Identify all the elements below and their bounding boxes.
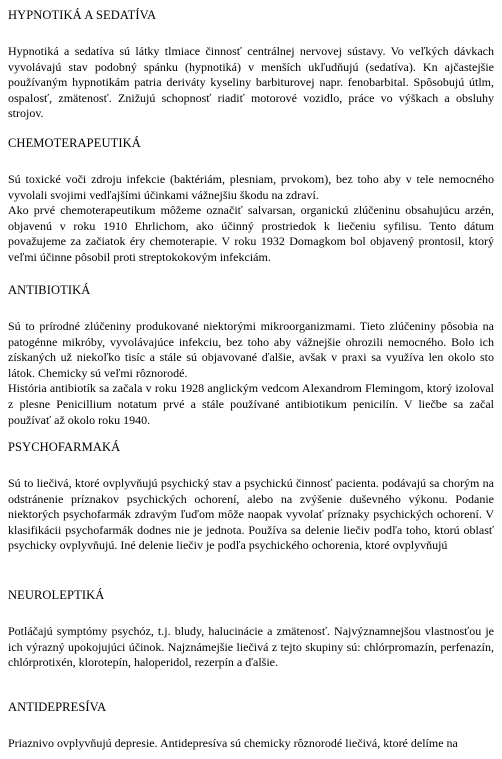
section-heading: ANTIBIOTIKÁ [8, 283, 91, 297]
section-heading: CHEMOTERAPEUTIKÁ [8, 136, 141, 150]
section-body [8, 624, 494, 671]
paragraph: Hypnotiká a sedatíva sú látky tlmiace činnosť centrálnej nervovej sústavy. Vo veľkých dávkach vyvolávajú stav podobný spánku (hypnotiká) v menších ukľudňujú (sedatíva). Kn ajčastejšie používaným hypnotikám patria deriváty kyseliny barbiturovej napr. fenobarbital. Spôsobujú útlm, ospalosť, zmätenosť. Znižujú schopnosť riadiť motorové vozidlo, práce vo výškach a obsluhy strojov. [8, 44, 494, 121]
section-hypnotika [8, 8, 494, 122]
section-heading: ANTIDEPRESÍVA [8, 700, 107, 714]
paragraph: História antibiotík sa začala v roku 1928 anglickým vedcom Alexandrom Flemingom, ktorý izoloval z plesne Penicillium notatum prvé a stále používané antibiotikum penicilín. V liečbe sa začal používať až okolo roku 1940. [8, 381, 494, 427]
section-antibiotika [8, 283, 494, 428]
section-heading: NEUROLEPTIKÁ [8, 588, 105, 602]
section-body [8, 172, 494, 266]
section-chemoterapeutika [8, 136, 494, 266]
paragraph: Priaznivo ovplyvňujú depresie. Antidepresíva sú chemicky rôznorodé liečivá, ktoré delíme na [8, 736, 458, 750]
paragraph: Sú to liečivá, ktoré ovplyvňujú psychický stav a psychickú činnosť pacienta. podávajú sa chorým na odstránenie príznakov psychických ochorení, alebo na zvýšenie duševného výkonu. Podanie niektorých psychofarmák zdravým ľuďom môže naopak vyvolať príznaky psychických ochorení. V klasifikácii psychofarmák dodnes nie je jednota. Používa sa delenie liečiv podľa toho, ktorú oblasť psychicky ovplyvňujú. Iné delenie liečiv je podľa psychického ochorenia, ktoré ovplyvňujú [8, 476, 494, 553]
section-heading: HYPNOTIKÁ A SEDATÍVA [8, 8, 157, 22]
paragraph: Sú toxické voči zdroju infekcie (baktériám, plesniam, prvokom), bez toho aby v tele nemocného vyvolali svojimi vedľajšími účinkami vážnejšiu škodu na zdraví. [8, 172, 494, 202]
paragraph: Ako prvé chemoterapeutikum môžeme označiť salvarsan, organickú zlúčeninu obsahujúcu arzén, objavenú v roku 1910 Ehrlichom, ako účinný prostriedok k liečeniu syfilisu. Tento dátum považujeme za začiatok éry chemoterapie. V roku 1932 Domagkom bol objavený prontosil, ktorý veľmi účinne pôsobil proti streptokokovým infekciám. [8, 203, 494, 264]
paragraph: Sú to prírodné zlúčeniny produkované niektorými mikroorganizmami. Tieto zlúčeniny pôsobia na patogénne mikróby, vyvolávajúce infekciu, bez toho aby vážnejšie ohrozili nemocného. Bolo ich získaných už niekoľko tisíc a stále sú objavované ďalšie, avšak v praxi sa využíva len okolo sto látok. Chemicky sú veľmi rôznorodé. [8, 319, 494, 380]
section-body [8, 736, 494, 752]
section-heading: PSYCHOFARMAKÁ [8, 440, 121, 454]
section-body [8, 476, 494, 554]
section-psychofarmaka [8, 440, 494, 554]
section-body [8, 319, 494, 428]
paragraph: Potláčajú symptómy psychóz, t.j. bludy, halucinácie a zmätenosť. Najvýznamnejšou vlastnosťou je ich výrazný upokojujúci účinok. Najznámejšie liečivá z tejto skupiny sú: chlórpromazín, perfenazín, chlórprotixén, klorotepín, haloperidol, rezerpín a ďalšie. [8, 624, 494, 670]
section-neuroleptika [8, 588, 494, 671]
section-antidepresiva [8, 700, 494, 752]
section-body [8, 44, 494, 122]
